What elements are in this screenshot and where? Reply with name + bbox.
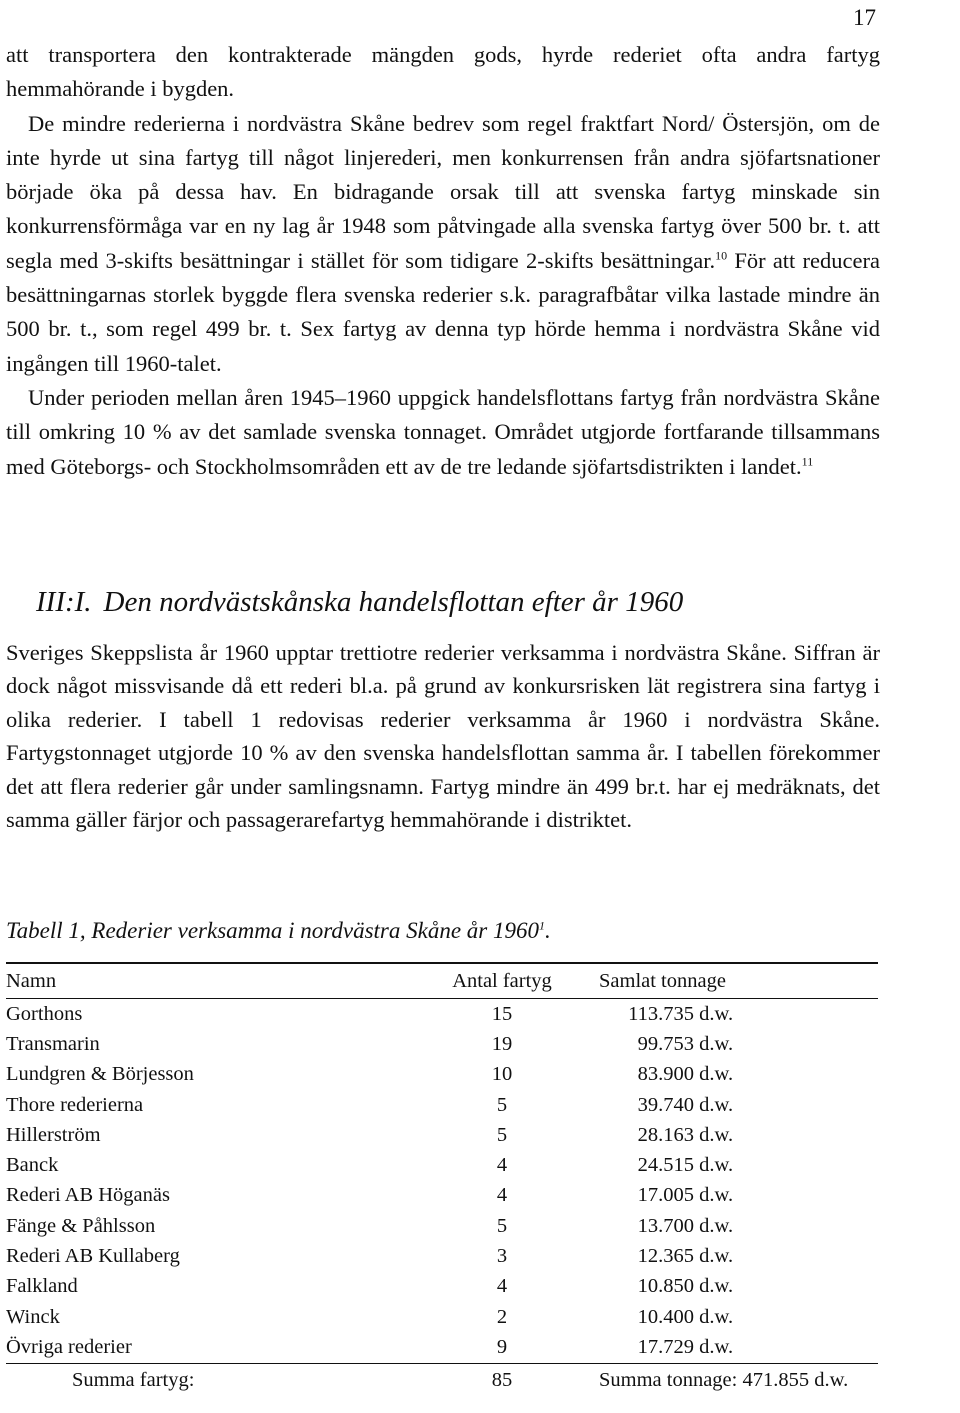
tonnage-unit: d.w. bbox=[699, 1032, 734, 1055]
tonnage-unit: d.w. bbox=[699, 1245, 734, 1268]
cell-count: 4 bbox=[496, 1184, 508, 1207]
cell-count: 5 bbox=[496, 1123, 508, 1146]
cell-name: Rederi AB Kullaberg bbox=[6, 1245, 180, 1268]
footnote-ref-11: 11 bbox=[801, 454, 814, 469]
cell-count: 4 bbox=[496, 1154, 508, 1177]
tonnage-value: 13.700 bbox=[637, 1214, 694, 1237]
section-heading bbox=[6, 582, 880, 622]
cell-name: Övriga rederier bbox=[6, 1335, 132, 1358]
cell-tonnage bbox=[577, 1241, 878, 1271]
table-row bbox=[6, 1120, 878, 1150]
paragraph-2-text-a: De mindre rederierna i nordvästra Skåne bedrev som regel fraktfart Nord/ Östersjön, om de inte hyrde ut sina fartyg till något linjerederi, men konkurrensen från andra sjöfartsnationer började öka på dessa hav. En bidragande orsak till att svenska fartyg minskade sin konkurrensförmåga var en ny lag år 1948 som påtvingade alla svenska fartyg över 500 br. t. att segla med 3-skifts besättningar i stället för som tidigare 2-skifts besättningar. bbox=[6, 110, 880, 273]
tonnage-value: 17.005 bbox=[637, 1184, 694, 1207]
paragraph-2 bbox=[6, 107, 880, 381]
cell-name: Falkland bbox=[6, 1275, 78, 1298]
header-name: Namn bbox=[6, 969, 57, 992]
cell-tonnage bbox=[577, 999, 878, 1030]
table-row bbox=[6, 1302, 878, 1332]
tonnage-value: 99.753 bbox=[637, 1032, 694, 1055]
tonnage-unit: d.w. bbox=[699, 1123, 734, 1146]
tonnage-value: 39.740 bbox=[637, 1093, 694, 1116]
tonnage-value: 12.365 bbox=[637, 1245, 694, 1268]
header-tonnage: Samlat tonnage bbox=[599, 969, 726, 992]
tonnage-value: 10.400 bbox=[637, 1305, 694, 1328]
paragraph-3-text: Under perioden mellan åren 1945–1960 uppgick handelsflottans fartyg från nordvästra Skåne till omkring 10 % av det samlade svenska tonnaget. Området utgjorde fortfarande tillsammans med Göteborgs- och Stockholmsområden ett av de tre ledande sjöfartsdistrikten i landet. bbox=[6, 384, 880, 479]
table-footer-row bbox=[6, 1363, 878, 1398]
footer-total: Summa tonnage: 471.855 d.w. bbox=[599, 1369, 849, 1392]
footer-label: Summa fartyg: bbox=[72, 1369, 195, 1392]
cell-count: 5 bbox=[496, 1093, 508, 1116]
tonnage-unit: d.w. bbox=[699, 1154, 734, 1177]
cell-name: Banck bbox=[6, 1154, 59, 1177]
table-body bbox=[6, 999, 878, 1364]
cell-count: 5 bbox=[496, 1214, 508, 1237]
cell-name: Thore rederierna bbox=[6, 1093, 144, 1116]
cell-count: 4 bbox=[496, 1275, 508, 1298]
shipping-companies-table bbox=[6, 962, 878, 1398]
tonnage-value: 83.900 bbox=[637, 1063, 694, 1086]
cell-count: 2 bbox=[496, 1305, 508, 1328]
cell-count: 3 bbox=[496, 1245, 508, 1268]
cell-count: 9 bbox=[496, 1335, 508, 1358]
section-title: Den nordvästskånska handelsflottan efter år 1960 bbox=[103, 586, 684, 618]
table-caption: Tabell 1, Rederier verksamma i nordvästra Skåne år 1960$^1$. bbox=[6, 918, 551, 943]
section-number: III:I. bbox=[36, 586, 92, 618]
table-header-row bbox=[6, 963, 878, 999]
cell-count: 10 bbox=[491, 1063, 513, 1086]
cell-tonnage bbox=[577, 1211, 878, 1241]
intro-text bbox=[6, 38, 880, 484]
table-row bbox=[6, 1181, 878, 1211]
table-row bbox=[6, 1211, 878, 1241]
cell-name: Lundgren & Börjesson bbox=[6, 1063, 194, 1086]
table-row bbox=[6, 1150, 878, 1180]
tonnage-value: 17.729 bbox=[637, 1335, 694, 1358]
tonnage-unit: d.w. bbox=[699, 1063, 734, 1086]
cell-name: Gorthons bbox=[6, 1002, 83, 1025]
paragraph-2-text-b: För att reducera besättningarnas storlek byggde flera svenska rederier s.k. paragrafbåtar vilka lastade mindre än 500 br. t., som regel 499 br. t. Sex fartyg av denna typ hörde hemma i nordvästra Skåne vid ingången till 1960-talet. bbox=[6, 247, 880, 376]
tonnage-value: 28.163 bbox=[637, 1123, 694, 1146]
tonnage-unit: d.w. bbox=[699, 1002, 734, 1025]
cell-tonnage bbox=[577, 1181, 878, 1211]
cell-tonnage bbox=[577, 1302, 878, 1332]
cell-tonnage bbox=[577, 1150, 878, 1180]
tonnage-unit: d.w. bbox=[699, 1335, 734, 1358]
cell-name: Hillerström bbox=[6, 1123, 101, 1146]
cell-tonnage bbox=[577, 1029, 878, 1059]
cell-name: Transmarin bbox=[6, 1032, 100, 1055]
cell-count: 15 bbox=[491, 1002, 513, 1025]
table-row bbox=[6, 1090, 878, 1120]
table-row bbox=[6, 1272, 878, 1302]
table-row bbox=[6, 999, 878, 1030]
cell-count: 19 bbox=[491, 1032, 513, 1055]
table-caption-footnote: 1 bbox=[539, 918, 545, 933]
section-paragraph: Sveriges Skeppslista år 1960 upptar trettiotre rederier verksamma i nordvästra Skåne. Siffran är dock något missvisande då ett rederi bl.a. på grund av konkursrisken lät registrera sina fartyg i olika rederier. I tabell 1 redovisas rederier verksamma år 1960 i nordvästra Skåne. Fartygstonnaget utgjorde 10 % av den svenska handelsflottan samma år. I tabellen förekommer det att flera rederier går under samlingsnamn. Fartyg mindre än 499 br.t. har ej medräknats, det samma gäller färjor och passagerarefartyg hemmahörande i distriktet. bbox=[6, 640, 880, 833]
tonnage-unit: d.w. bbox=[699, 1184, 734, 1207]
table-row bbox=[6, 1060, 878, 1090]
tonnage-unit: d.w. bbox=[699, 1275, 734, 1298]
table-row bbox=[6, 1332, 878, 1363]
tonnage-value: 10.850 bbox=[637, 1275, 694, 1298]
table-row bbox=[6, 1029, 878, 1059]
table-row bbox=[6, 1241, 878, 1271]
tonnage-unit: d.w. bbox=[699, 1093, 734, 1116]
footer-count: 85 bbox=[491, 1369, 513, 1392]
table-caption-text: Tabell 1, Rederier verksamma i nordvästra Skåne år 1960 bbox=[6, 918, 539, 943]
cell-tonnage bbox=[577, 1060, 878, 1090]
cell-name: Rederi AB Höganäs bbox=[6, 1184, 170, 1207]
cell-tonnage bbox=[577, 1332, 878, 1363]
paragraph-1: att transportera den kontrakterade mängden gods, hyrde rederiet ofta andra fartyg hemmahörande i bygden. bbox=[6, 42, 880, 102]
header-count: Antal fartyg bbox=[452, 969, 552, 992]
paragraph-3 bbox=[6, 381, 880, 484]
cell-tonnage bbox=[577, 1120, 878, 1150]
footnote-ref-10: 10 bbox=[715, 248, 728, 263]
table-container bbox=[6, 962, 878, 1398]
tonnage-value: 113.735 bbox=[628, 1002, 694, 1025]
tonnage-unit: d.w. bbox=[699, 1214, 734, 1237]
cell-name: Fänge & Påhlsson bbox=[6, 1214, 156, 1237]
tonnage-value: 24.515 bbox=[637, 1154, 694, 1177]
cell-tonnage bbox=[577, 1090, 878, 1120]
page-number: 17 bbox=[853, 5, 876, 30]
tonnage-unit: d.w. bbox=[699, 1305, 734, 1328]
cell-tonnage bbox=[577, 1272, 878, 1302]
cell-name: Winck bbox=[6, 1305, 60, 1328]
